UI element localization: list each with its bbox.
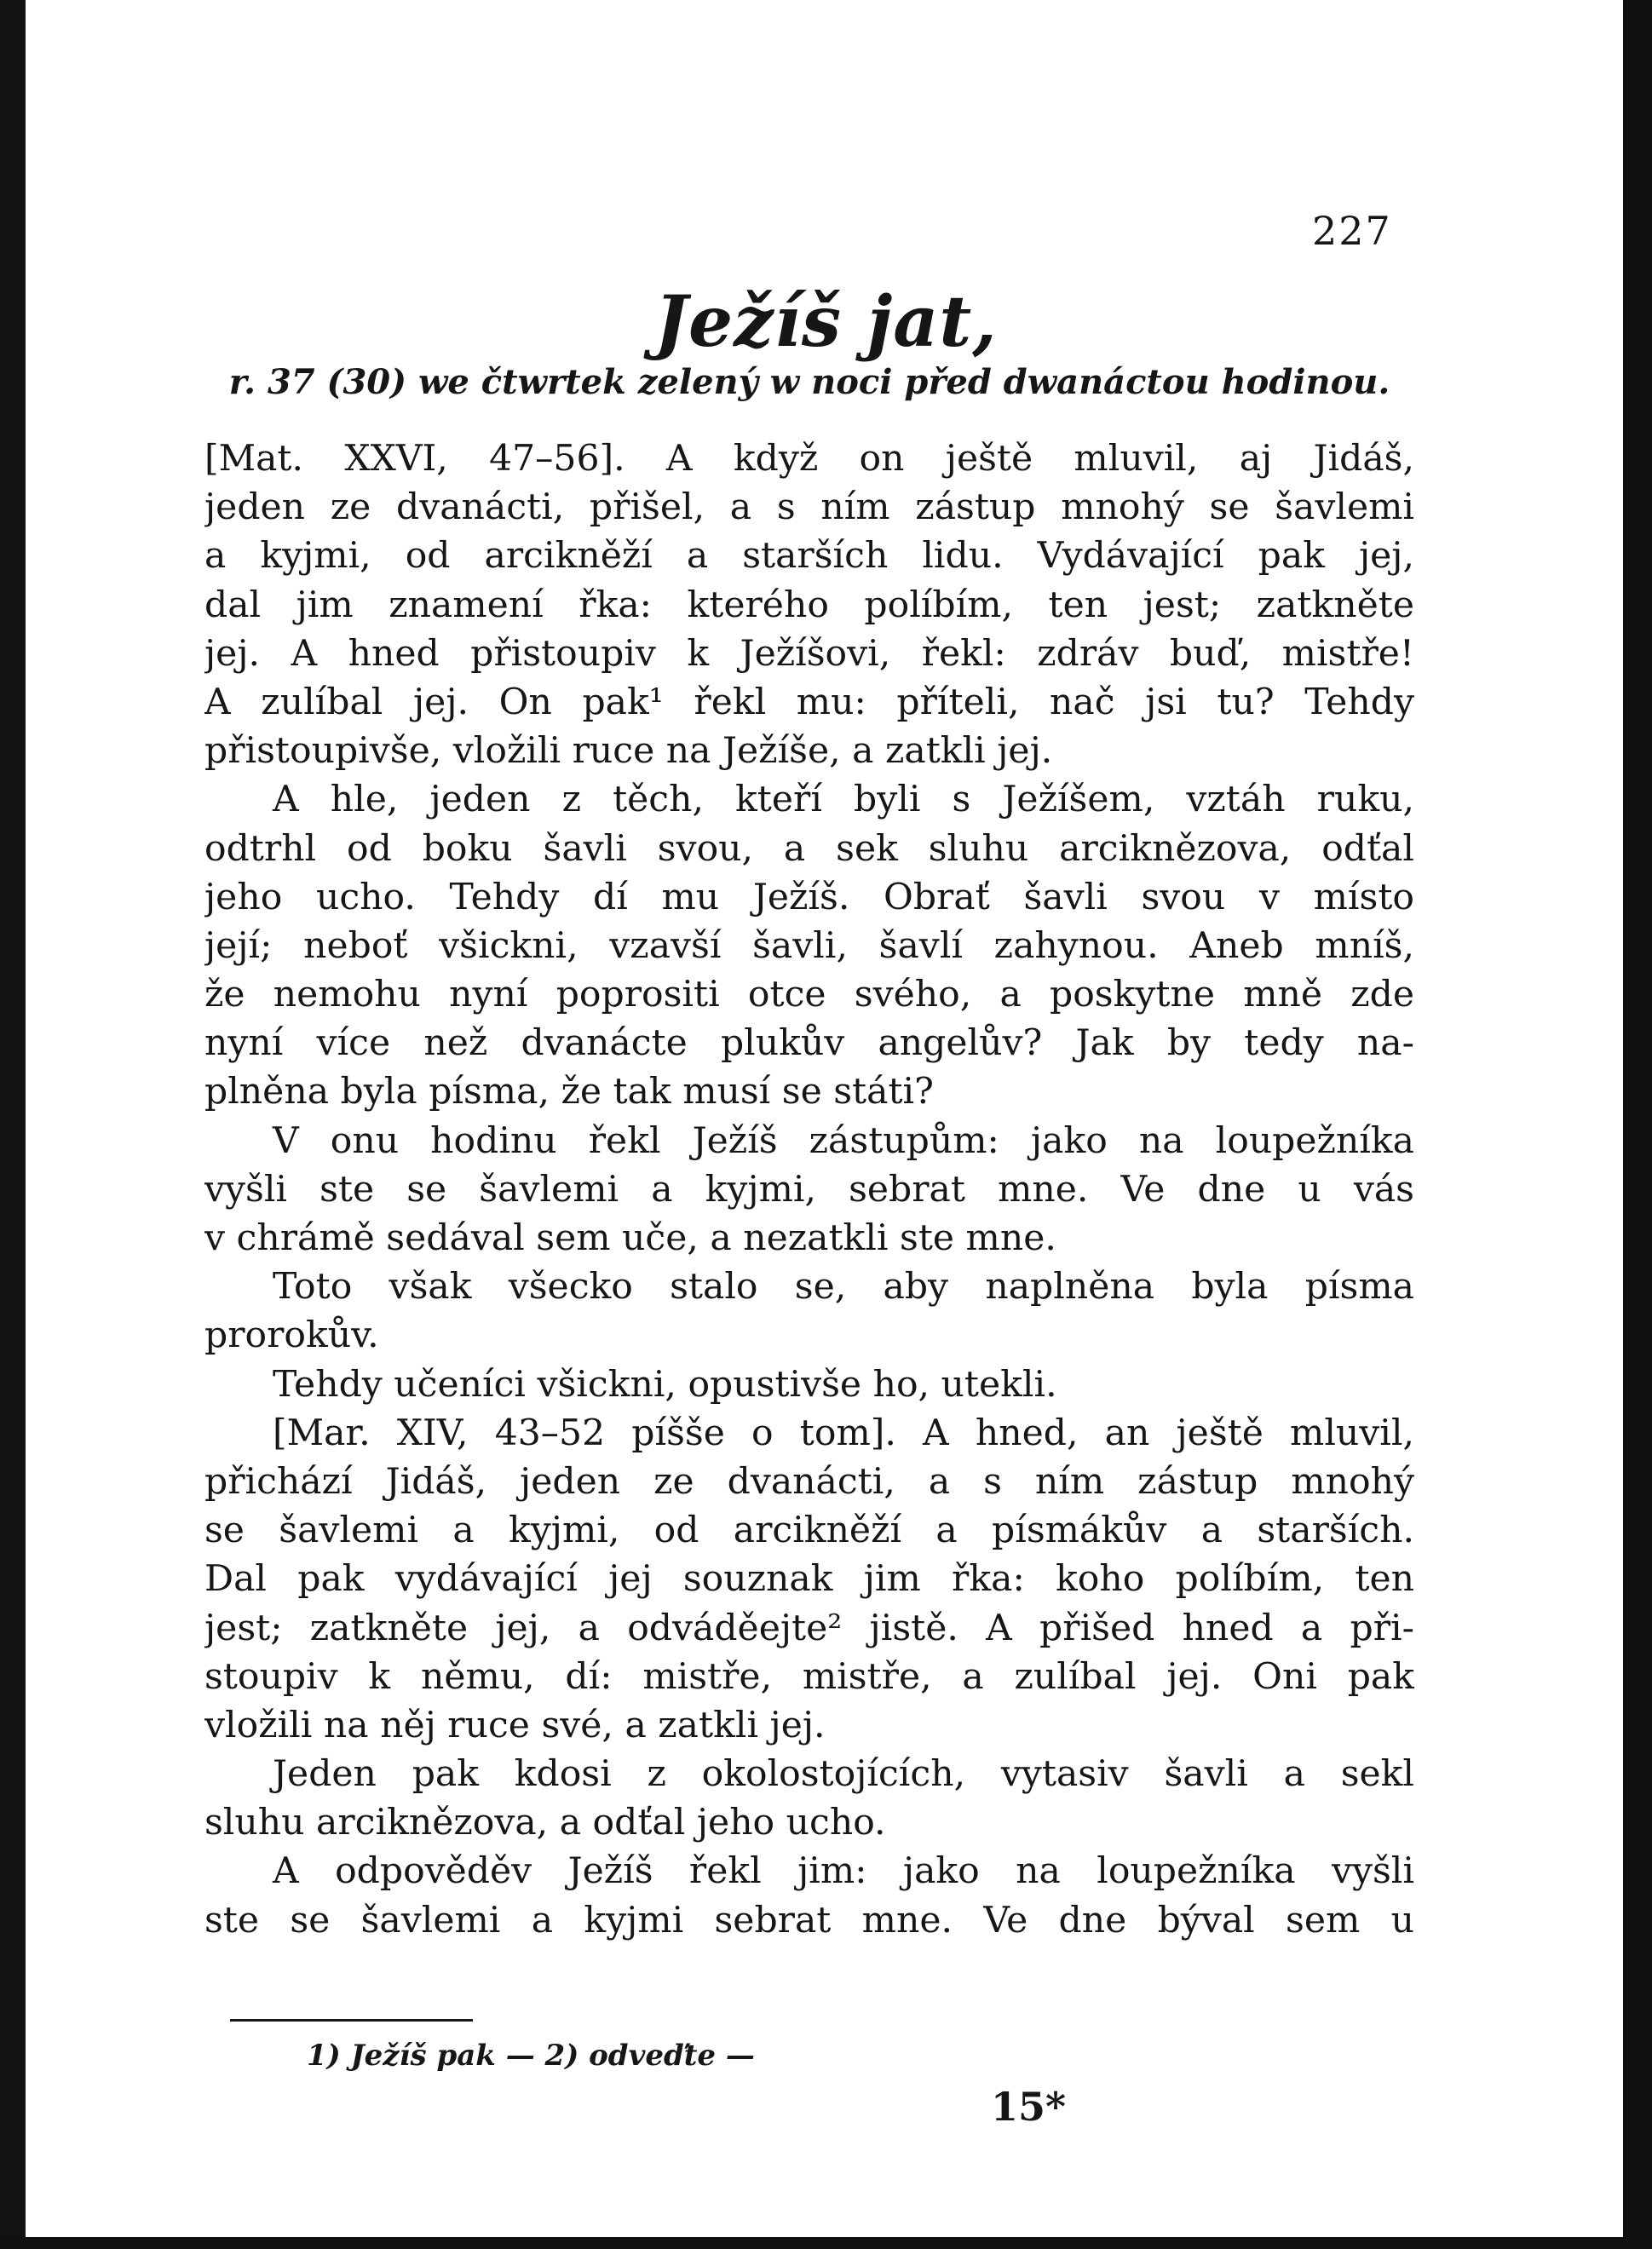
text-line: jeho ucho. Tehdy dí mu Ježíš. Obrať šavli svou v místo bbox=[204, 876, 1414, 918]
scan-edge-bottom bbox=[0, 2237, 1652, 2249]
text-line: vyšli ste se šavlemi a kyjmi, sebrat mne. Ve dne u vás bbox=[204, 1168, 1414, 1211]
text-line: stoupiv k němu, dí: mistře, mistře, a zulíbal jej. Oni pak bbox=[204, 1655, 1414, 1698]
text-line: [Mat. XXVI, 47–56]. A když on ještě mluvil, aj Jidáš, bbox=[204, 438, 1414, 480]
text-line: že nemohu nyní poprositi otce svého, a poskytne mně zde bbox=[204, 974, 1414, 1016]
text-line: sluhu arciknězova, a odťal jeho ucho. bbox=[204, 1802, 886, 1844]
text-line: Dal pak vydávající jej souznak jim řka: koho políbím, ten bbox=[204, 1558, 1414, 1601]
chapter-title: Ježíš jat, bbox=[654, 281, 998, 363]
text-line: A hle, jeden z těch, kteří byli s Ježíšem, vztáh ruku, bbox=[273, 779, 1414, 821]
text-line: její; neboť všickni, vzavší šavli, šavlí zahynou. Aneb mníš, bbox=[204, 924, 1414, 967]
text-line: Jeden pak kdosi z okolostojících, vytasiv šavli a sekl bbox=[273, 1753, 1414, 1796]
text-line: nyní více než dvanácte plukův angelův? Jak by tedy na- bbox=[204, 1022, 1414, 1065]
text-line: přistoupivše, vložili ruce na Ježíše, a zatkli jej. bbox=[204, 730, 1053, 773]
footnotes: 1) Ježíš pak — 2) odveďte — bbox=[307, 2039, 755, 2073]
chapter-subtitle: r. 37 (30) we čtwrtek zelený w noci před dwanáctou hodinou. bbox=[228, 362, 1390, 402]
body-text bbox=[204, 434, 1414, 1945]
text-line: jej. A hned přistoupiv k Ježíšovi, řekl: zdráv buď, mistře! bbox=[204, 632, 1414, 675]
text-line: se šavlemi a kyjmi, od arcikněží a písmákův a starších. bbox=[204, 1510, 1414, 1552]
page-number: 227 bbox=[1312, 208, 1392, 254]
text-line: Tehdy učeníci všickni, opustivše ho, utekli. bbox=[273, 1363, 1057, 1406]
footnote-divider bbox=[230, 2019, 473, 2022]
text-line: A odpověděv Ježíš řekl jim: jako na loupežníka vyšli bbox=[273, 1850, 1414, 1893]
text-line: jest; zatkněte jej, a odváděejte² jistě. A přišed hned a při- bbox=[204, 1607, 1414, 1649]
text-line: dal jim znamení řka: kterého políbím, ten jest; zatkněte bbox=[204, 584, 1414, 626]
text-line: [Mar. XIV, 43–52 píšše o tom]. A hned, an ještě mluvil, bbox=[273, 1412, 1414, 1454]
signature-mark: 15* bbox=[991, 2084, 1067, 2130]
text-line: jeden ze dvanácti, přišel, a s ním zástup mnohý se šavlemi bbox=[204, 486, 1414, 529]
text-line: prorokův. bbox=[204, 1314, 379, 1357]
text-line: a kyjmi, od arcikněží a starších lidu. Vydávající pak jej, bbox=[204, 535, 1414, 578]
text-line: V onu hodinu řekl Ježíš zástupům: jako na loupežníka bbox=[273, 1119, 1414, 1162]
text-line: přichází Jidáš, jeden ze dvanácti, a s ním zástup mnohý bbox=[204, 1460, 1414, 1503]
text-line: odtrhl od boku šavli svou, a sek sluhu arciknězova, odťal bbox=[204, 827, 1414, 870]
text-line: ste se šavlemi a kyjmi sebrat mne. Ve dne býval sem u bbox=[204, 1899, 1414, 1941]
text-line: v chrámě sedával sem uče, a nezatkli ste mne. bbox=[204, 1217, 1056, 1259]
text-line: plněna byla písma, že tak musí se státi? bbox=[204, 1071, 934, 1113]
text-line: A zulíbal jej. On pak¹ řekl mu: příteli, nač jsi tu? Tehdy bbox=[204, 681, 1414, 723]
text-line: Toto však všecko stalo se, aby naplněna byla písma bbox=[273, 1266, 1414, 1309]
text-line: vložili na něj ruce své, a zatkli jej. bbox=[204, 1704, 826, 1746]
